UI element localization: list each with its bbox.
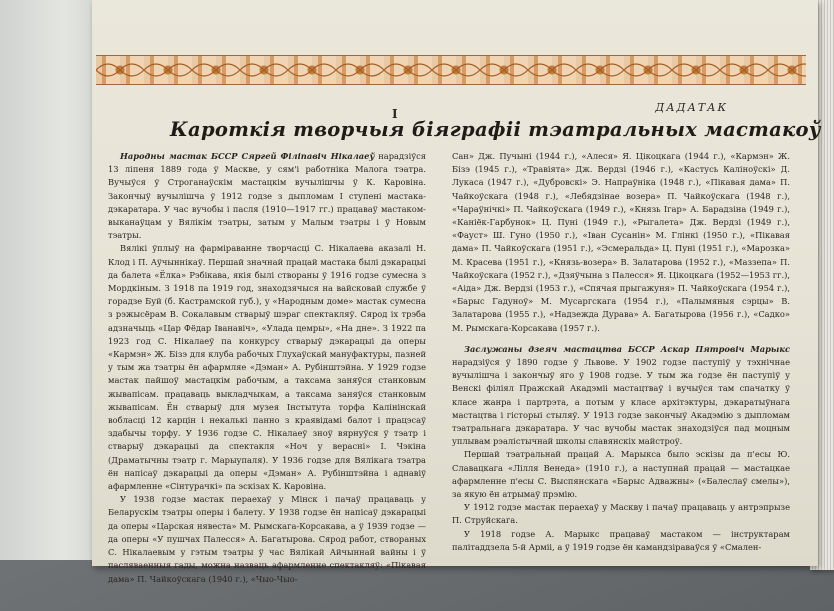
paragraph: У 1912 годзе мастак пераехаў у Маскву і пачаў працаваць у антрэпрызе П. Струйскага. xyxy=(452,502,790,526)
decorative-ornament-band xyxy=(96,55,806,85)
paragraph: Вялікі ўплыў на фарміраванне творчасці С. Нікалаева аказалі Н. Клод і П. Аўчыннікаў. Першай значнай працай мастака былі дэкарацыі да балета «Ёлка» Рэбікава, якія былі створаны ў 1916 годзе сумесна з Мордкіным. З 1918 па 1919 год, знаходзячыся на вайсковай службе ў горадзе Буй (б. Кастрамской губ.), у «Народным доме» мастак сумесна з рэжысёрам В. Сокалавым стварыў шэраг спектакляў. Сярод іх трэба адзначыць «Цар Фёдар Іванавіч», «Улада цемры», «На дне». З 1922 па 1923 год С. Нікалаеў па конкурсу стварыў дэкарацыі да оперы «Кармэн» Ж. Бізэ для клуба рабочых Глухаўскай мануфактуры, пазней у тым жа тэатры ён афармляе «Дэман» А. Рубінштэйна. У 1929 годзе мастак пайшоў мастацкім рабочым, а таксама заняўся станковым жывапісам. працаваць выкладчыкам, а таксама заняўся станковым жывапісам. Ён стварыў для музея Інстытута торфа Калінінскай вобласці 12 карцін і некалькі панно з краявідамі балот і працэсаў здабычы торфу. У 1936 годзе С. Нікалаеў зноў вярнуўся ў тэатр і стварыў дэкарацыі да спектакля «Ноч у верасні» І. Чэкіна (Драматычны тэатр г. Марыупаля). У 1936 годзе для Вялікага тэатра ён напісаў дэкарацыі да оперы «Дэман» А. Рубінштэйна і аднавіў афармленне «Сінтурачкі» па эскізах К. Каровіна. xyxy=(108,243,426,492)
section-number: I xyxy=(392,107,398,121)
text-column-left xyxy=(108,150,426,586)
book-page xyxy=(92,0,821,584)
paragraph-text: нарадзіўся 13 ліпеня 1889 года ў Маскве, у сям'і работніка Малога тэатра. Вучыўся ў Строганаўскім мастацкім вучылішчы ў К. Каровіна. Закончыў вучылішча ў 1912 годзе з дыпломам I ступені мастака-дэкаратара. У час вучобы і пасля (1910—1917 гг.) працаваў мастаком-выканаўцам у Вялікім тэатры, затым у Малым тэатры і ў Новым тэатры. xyxy=(108,151,426,241)
paragraph-text: нарадзіўся ў 1890 годзе ў Львове. У 1902 годзе паступіў у тэхнічнае вучылішча і закончыў яго ў 1908 годзе. У тым жа годзе ён паступіў у Венскі філіял Пражскай Акадэміі мастацтваў і вучыўся там спачатку ў класе жанра і партрэта, а потым у класе архітэктуры, дэкаратыўнага мастацтва і гісторыі стыляў. У 1913 годзе закончыў Акадэмію з дыпломам тэатральнага дэкаратара. У час вучобы мастак знаходзіўся пад моцным уплывам рэалістычнай школы славянскіх майстроў. xyxy=(452,357,790,447)
biography-lead: Заслужаны дзеяч мастацтва БССР Аскар Пятровіч Марыкс xyxy=(464,343,790,354)
paragraph: Сан» Дж. Пучыні (1944 г.), «Алеся» Я. Цікоцкага (1944 г.), «Кармэн» Ж. Бізэ (1945 г.), «Травіята» Дж. Вердзі (1946 г.), «Кастусь Каліноўскі» Д. Лукаса (1947 г.), «Дубровскі» Э. Напраўніка (1948 г.), «Пікавая дама» П. Чайкоўскага (1948 г.), «Лебядзінае возера» П. Чайкоўскага (1948 г.), «Чараўнічкі» П. Чайкоўскага (1949 г.), «Князь Ігар» А. Барадзіна (1949 г.), «Каніёк-Гарбунок» Ц. Пуні (1949 г.), «Рыгалета» Дж. Вердзі (1949 г.), «Фауст» Ш. Гуно (1950 г.), «Іван Сусанін» М. Глінкі (1950 г.), «Пікавая дама» П. Чайкоўскага (1951 г.), «Эсмеральда» Ц. Пуні (1951 г.), «Марозка» М. Красева (1951 г.), «Князь-возера» В. Залатарова (1952 г.), «Маззепа» П. Чайкоўскага (1952 г.), «Дзяўчына з Палесся» Я. Цікоцкага (1952—1953 гг.), «Аіда» Дж. Вердзі (1953 г.), «Спячая прыгажуня» П. Чайкоўскага (1954 г.), «Барыс Гадуноў» М. Мусаргскага (1954 г.), «Палымяныя сэрцы» В. Залатарова (1955 г.), «Надзежда Дурава» А. Багатырова (1956 г.), «Садко» М. Рымскага-Корсакава (1957 г.). xyxy=(452,151,790,333)
paragraph xyxy=(108,150,426,242)
page-title: Кароткія творчыя біяграфіі тэатральных мастакоў xyxy=(170,118,821,141)
paragraph: У 1918 годзе А. Марыкс працаваў мастаком — інструктарам палітаддзела 5-й Арміі, а ў 1919 годзе ён камандзіраваўся ў «Смален- xyxy=(452,528,790,552)
appendix-label: ДАДАТАК xyxy=(655,101,728,114)
facing-page-edge xyxy=(0,0,93,560)
paragraph: Першай тэатральнай працай А. Марыкса было эскізы да п'есы Ю. Славацкага «Лілля Венеда» (1910 г.), а наступнай працай — мастацкае афармленне п'есы С. Выспянскага «Барыс Адважны» («Балеслаў смелы»), за якую ён атрымаў прэмію. xyxy=(452,449,790,500)
paragraph xyxy=(452,343,790,449)
text-column-right xyxy=(452,150,790,554)
ornament-pattern-icon xyxy=(96,56,806,84)
biography-lead: Народны мастак БССР Сяргей Філіпавіч Нікалаеў xyxy=(120,151,375,161)
paragraph: У 1938 годзе мастак пераехаў у Мінск і пачаў працаваць у Беларускім тэатры оперы і балету. У 1938 годзе ён напісаў дэкарацыі да оперы «Царская нявеста» М. Рымскага-Корсакава, а ў 1939 годзе — да оперы «У пушчах Палесся» А. Багатырова. Сярод работ, створаных С. Нікалаевым у гэтым тэатры ў час Вялікай Айчыннай вайны і ў пасляваенныя гады, можна назваць афармленне спектакляў: «Пікавая дама» П. Чайкоўскага (1940 г.), «Чыо-Чыо- xyxy=(108,494,426,584)
